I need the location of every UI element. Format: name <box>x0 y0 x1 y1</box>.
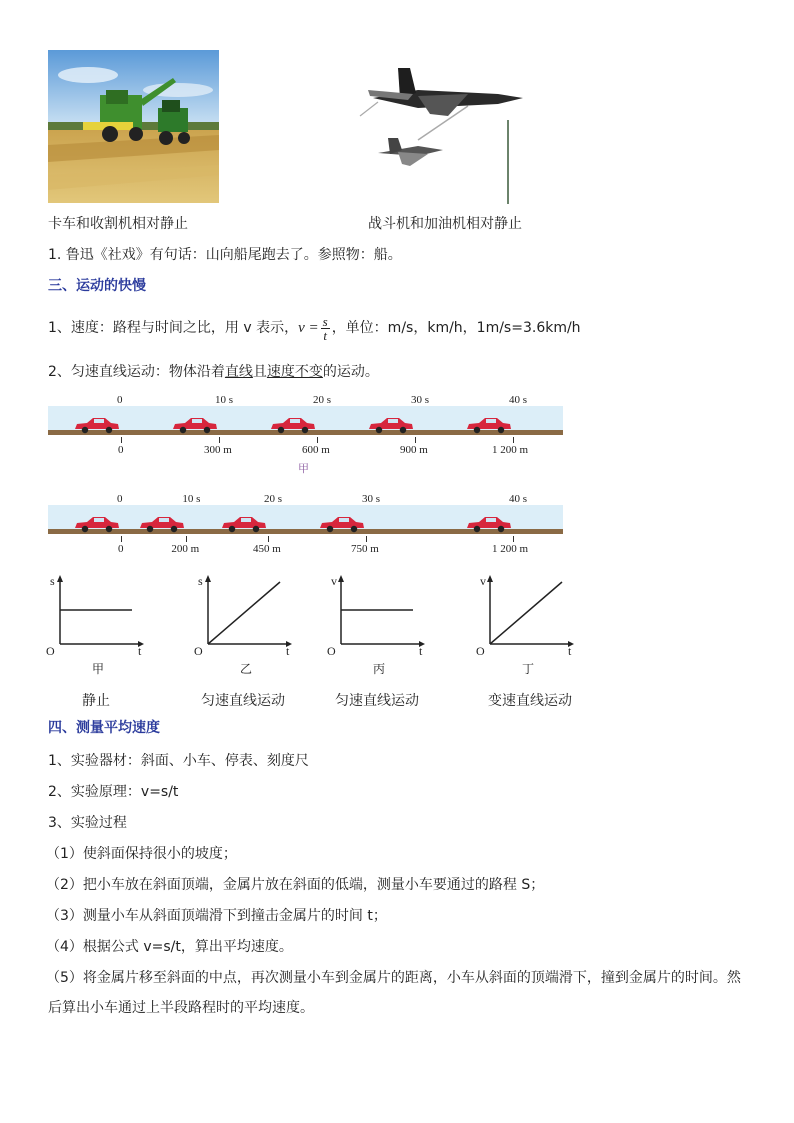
speed-prefix: 1、速度：路程与时间之比，用 v 表示， <box>48 320 299 336</box>
road-1-tick <box>219 437 220 443</box>
road-1-label: 甲 <box>298 463 309 475</box>
graph-4-caption: 变速直线运动 <box>488 693 572 709</box>
graph-4-letter: 丁 <box>522 662 535 676</box>
section-4-item: 2、实验原理：v=s/t <box>48 784 179 800</box>
road-1-car-icon <box>171 416 219 438</box>
road-1-car-icon <box>73 416 121 438</box>
motion-graphs <box>0 572 794 712</box>
road-1-distance-label: 900 m <box>400 444 428 456</box>
road-1-tick <box>415 437 416 443</box>
graph-4 <box>474 572 574 666</box>
graph-3-letter: 丙 <box>373 662 386 676</box>
section-4-title: 四、测量平均速度 <box>48 720 160 736</box>
road-1-distance-label: 300 m <box>204 444 232 456</box>
uniform-motion-definition <box>48 362 379 382</box>
section-4-item: （1）使斜面保持很小的坡度； <box>46 846 237 862</box>
harvester-photo <box>48 50 219 203</box>
section-4-item: （2）把小车放在斜面顶端，金属片放在斜面的低端，测量小车要通过的路程 S； <box>46 877 545 893</box>
road-2-distance-label: 750 m <box>351 543 379 555</box>
graph-3-origin-label: O <box>327 644 336 658</box>
section-4-item: 3、实验过程 <box>48 815 127 831</box>
graph-1-letter: 甲 <box>92 662 105 676</box>
road-diagram-2 <box>48 493 563 563</box>
uniform-suffix: 的运动。 <box>322 364 379 380</box>
graph-1-x-label: t <box>138 644 142 658</box>
section-4-item: 1、实验器材：斜面、小车、停表、刻度尺 <box>48 753 309 769</box>
road-2-time-label: 30 s <box>362 493 381 505</box>
road-2-car-icon <box>220 515 268 537</box>
uniform-underline-1: 直线 <box>224 364 253 380</box>
road-1-time-label: 10 s <box>215 394 234 406</box>
graph-2-caption: 匀速直线运动 <box>201 693 285 709</box>
road-1-distance-label: 1 200 m <box>492 444 529 456</box>
graph-2 <box>192 572 292 666</box>
road-1-time-label: 40 s <box>509 394 528 406</box>
road-1-car-icon <box>269 416 317 438</box>
road-2-time-label: 10 s <box>182 493 201 505</box>
road-2-car-icon <box>73 515 121 537</box>
graph-4-x-label: t <box>568 644 572 658</box>
speed-suffix: ，单位：m/s，km/h，1m/s=3.6km/h <box>331 320 581 336</box>
road-2-car-icon <box>138 515 186 537</box>
graph-4-y-label: v <box>480 574 486 588</box>
fraction-denominator: t <box>323 327 327 343</box>
section-4-item: （5）将金属片移至斜面的中点，再次测量小车到金属片的距离，小车从斜面的顶端滑下，撞到金属片的时间。然 <box>46 970 741 986</box>
graph-2-origin-label: O <box>194 644 203 658</box>
fraction-numerator: s <box>322 313 328 329</box>
road-1-time-label: 30 s <box>411 394 430 406</box>
graph-2-letter: 乙 <box>240 662 253 676</box>
road-2-tick <box>513 536 514 542</box>
road-1-distance-label: 0 <box>118 444 124 456</box>
road-2-tick <box>186 536 187 542</box>
road-2-time-label: 0 <box>117 493 123 505</box>
road-2-distance-label: 200 m <box>171 543 200 555</box>
road-1-tick <box>317 437 318 443</box>
section-3-title: 三、运动的快慢 <box>48 278 146 294</box>
section-4-item: （3）测量小车从斜面顶端滑下到撞击金属片的时间 t； <box>46 908 387 924</box>
uniform-prefix: 2、匀速直线运动：物体沿着 <box>48 364 225 380</box>
graph-1-y-label: s <box>50 574 55 588</box>
graph-3 <box>325 572 425 666</box>
road-1-distance-label: 600 m <box>302 444 330 456</box>
road-2-distance-label: 450 m <box>253 543 281 555</box>
graph-3-caption: 匀速直线运动 <box>335 693 419 709</box>
road-2-tick <box>268 536 269 542</box>
road-2-car-icon <box>318 515 366 537</box>
uniform-mid: 且 <box>252 364 267 380</box>
graph-1-caption: 静止 <box>82 693 110 709</box>
road-2-car-icon <box>465 515 513 537</box>
road-1-car-icon <box>367 416 415 438</box>
road-2-time-label: 20 s <box>264 493 283 505</box>
section-4-item: （4）根据公式 v=s/t，算出平均速度。 <box>46 939 293 955</box>
refueling-caption: 战斗机和加油机相对静止 <box>368 216 522 232</box>
road-diagram-1 <box>48 394 563 484</box>
speed-definition <box>48 312 581 344</box>
road-1-car-icon <box>465 416 513 438</box>
road-2-tick <box>366 536 367 542</box>
graph-3-y-label: v <box>331 574 337 588</box>
graph-1-origin-label: O <box>46 644 55 658</box>
refueling-aircraft-image <box>358 58 528 206</box>
speed-fraction <box>321 315 330 342</box>
road-1-time-label: 20 s <box>313 394 332 406</box>
road-2-time-label: 40 s <box>509 493 528 505</box>
road-1-time-label: 0 <box>117 394 123 406</box>
section-4-item: 后算出小车通过上半段路程时的平均速度。 <box>48 1000 314 1016</box>
uniform-underline-2: 速度不变 <box>266 364 323 380</box>
road-1-tick <box>513 437 514 443</box>
road-2-distance-label: 1 200 m <box>492 543 529 555</box>
graph-1 <box>44 572 144 666</box>
harvester-caption: 卡车和收割机相对静止 <box>48 216 188 232</box>
road-2-tick <box>121 536 122 542</box>
graph-4-origin-label: O <box>476 644 485 658</box>
graph-2-y-label: s <box>198 574 203 588</box>
paragraph-lu-xun: 1. 鲁迅《社戏》有句话：山向船尾跑去了。参照物：船。 <box>48 247 402 263</box>
speed-v-symbol: v = <box>298 320 319 336</box>
graph-2-x-label: t <box>286 644 290 658</box>
graph-3-x-label: t <box>419 644 423 658</box>
road-2-distance-label: 0 <box>118 543 124 555</box>
road-1-tick <box>121 437 122 443</box>
